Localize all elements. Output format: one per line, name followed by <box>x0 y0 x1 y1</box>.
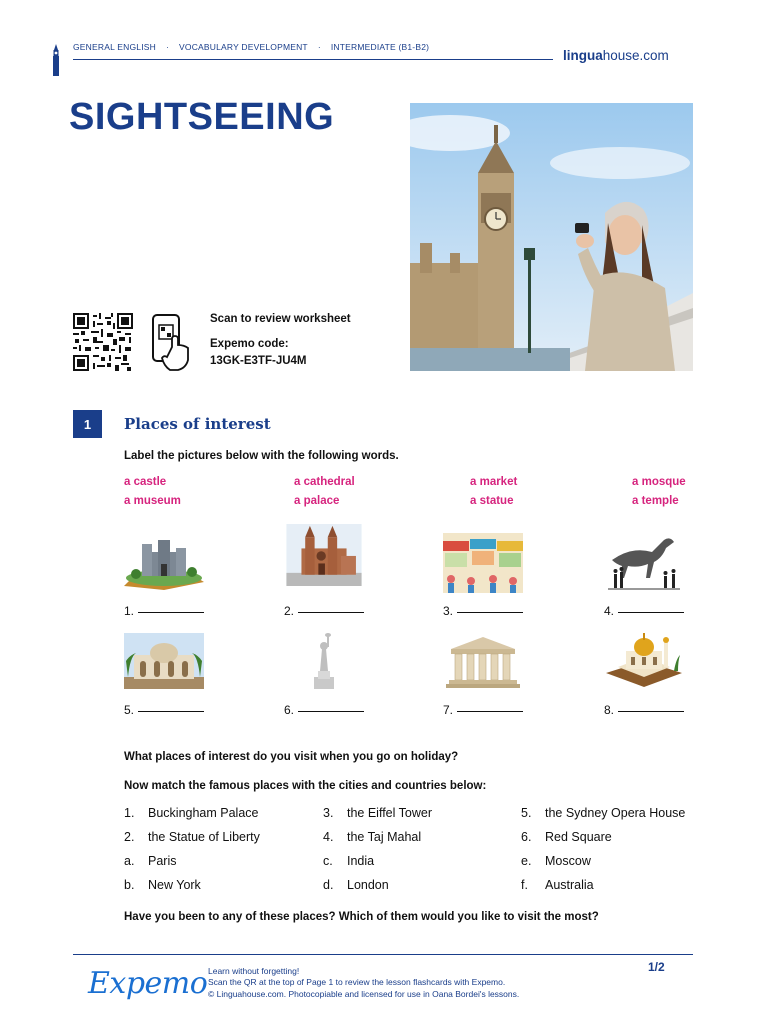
breadcrumb-item: INTERMEDIATE (B1-B2) <box>330 42 430 52</box>
breadcrumb <box>73 42 429 52</box>
place-item: 5. the Sydney Opera House <box>521 806 686 820</box>
place-item: 1. Buckingham Palace <box>124 806 259 820</box>
page-number: 1/2 <box>648 960 665 974</box>
word-option: a palace <box>294 495 340 507</box>
castle-picture <box>124 530 204 592</box>
word-option: a castle <box>124 476 167 488</box>
word-option: a temple <box>632 495 679 507</box>
answer-blank[interactable]: 3. <box>443 604 523 618</box>
footer-rule <box>73 954 693 955</box>
breadcrumb-separator: · <box>166 42 170 52</box>
expemo-logo: Expemo <box>88 966 208 1001</box>
place-item: 4. the Taj Mahal <box>323 830 422 844</box>
qr-code <box>73 313 133 371</box>
question-match: Now match the famous places with the cities and countries below: <box>124 780 487 792</box>
place-item: 6. Red Square <box>521 830 612 844</box>
city-item: c. India <box>323 854 375 868</box>
breadcrumb-item: GENERAL ENGLISH <box>73 42 156 52</box>
city-item: d. London <box>323 878 389 892</box>
tower-logo-icon <box>50 44 62 76</box>
code-label: Expemo code: <box>210 337 289 350</box>
phone-scan-icon <box>150 313 192 371</box>
answer-blank[interactable]: 4. <box>604 604 684 618</box>
section-title: Places of interest <box>124 415 271 433</box>
place-item: 2. the Statue of Liberty <box>124 830 260 844</box>
scan-label: Scan to review worksheet <box>210 313 351 325</box>
word-option: a market <box>470 476 518 488</box>
answer-blank[interactable]: 7. <box>443 703 523 717</box>
temple-picture <box>443 633 523 689</box>
word-option: a statue <box>470 495 514 507</box>
scan-info <box>210 312 351 379</box>
question-holiday: What places of interest do you visit when you go on holiday? <box>124 751 459 763</box>
instruction: Label the pictures below with the following words. <box>124 450 399 462</box>
museum-picture <box>604 530 684 592</box>
city-item: f. Australia <box>521 878 594 892</box>
hero-photo <box>410 103 693 371</box>
place-item: 3. the Eiffel Tower <box>323 806 433 820</box>
mosque-picture <box>604 629 684 689</box>
expemo-code: 13GK-E3TF-JU4M <box>210 354 307 367</box>
statue-picture <box>284 633 364 691</box>
section-number: 1 <box>73 410 102 438</box>
city-item: a. Paris <box>124 854 177 868</box>
word-option: a mosque <box>632 476 686 488</box>
answer-blank[interactable]: 8. <box>604 703 684 717</box>
header-rule <box>73 59 553 60</box>
answer-blank[interactable]: 2. <box>284 604 364 618</box>
city-item: e. Moscow <box>521 854 591 868</box>
answer-blank[interactable]: 1. <box>124 604 204 618</box>
answer-blank[interactable]: 6. <box>284 703 364 717</box>
page-title: SIGHTSEEING <box>69 96 335 138</box>
breadcrumb-separator: · <box>317 42 321 52</box>
brand-logo: linguahouse.com <box>563 48 669 63</box>
question-visited: Have you been to any of these places? Which of them would you like to visit the most? <box>124 911 599 923</box>
market-picture <box>443 532 523 594</box>
footer-text: Learn without forgetting! Scan the QR at the top of Page 1 to review the lesson flashcards with Expemo. © Linguahouse.com. Photocopiable and licensed for use in Oana Bordei's lessons. <box>208 966 520 999</box>
word-option: a museum <box>124 495 181 507</box>
city-item: b. New York <box>124 878 201 892</box>
cathedral-picture <box>284 524 364 586</box>
palace-picture <box>124 633 204 689</box>
answer-blank[interactable]: 5. <box>124 703 204 717</box>
word-option: a cathedral <box>294 476 355 488</box>
breadcrumb-item: VOCABULARY DEVELOPMENT <box>179 42 308 52</box>
